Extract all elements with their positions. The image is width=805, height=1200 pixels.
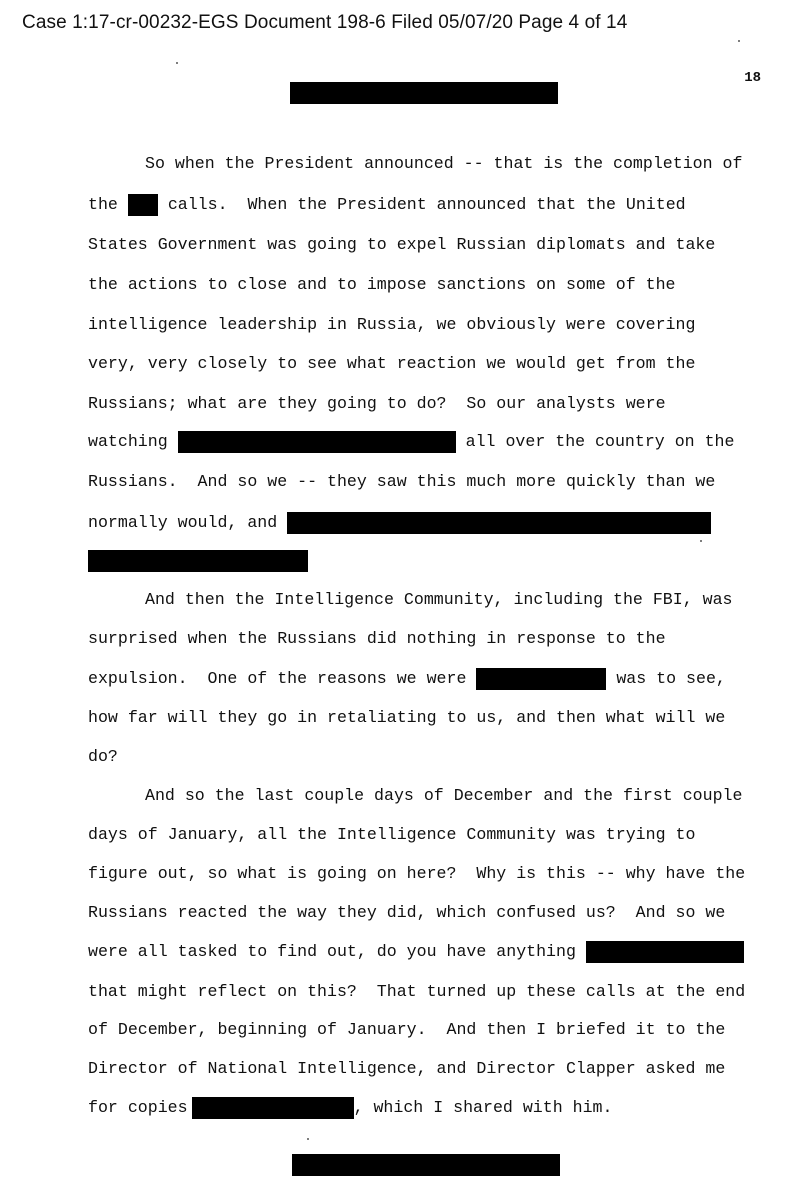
text-line: normally would, and bbox=[88, 511, 711, 535]
text-line: were all tasked to find out, do you have anything bbox=[88, 940, 744, 964]
text-line: So when the President announced -- that is the completion of bbox=[145, 154, 743, 173]
redaction-bar-top bbox=[290, 82, 558, 104]
text-line: watching all over the country on the bbox=[88, 432, 735, 451]
redaction-bar bbox=[128, 194, 158, 216]
redaction-bar bbox=[476, 668, 606, 690]
text-line: Russians reacted the way they did, which confused us? And so we bbox=[88, 903, 726, 922]
text-line: And then the Intelligence Community, including the FBI, was bbox=[145, 590, 733, 609]
text-line: the actions to close and to impose sanctions on some of the bbox=[88, 275, 676, 294]
text-line: for copies , which I shared with him. bbox=[88, 1098, 613, 1117]
text-line: figure out, so what is going on here? Why is this -- why have the bbox=[88, 864, 746, 883]
redaction-bar bbox=[287, 512, 711, 534]
redaction-bar bbox=[586, 941, 744, 963]
scan-speck bbox=[738, 40, 740, 42]
text-line: States Government was going to expel Russian diplomats and take bbox=[88, 235, 716, 254]
text-line: And so the last couple days of December and the first couple bbox=[145, 786, 743, 805]
redaction-bar bbox=[178, 431, 456, 453]
text-line: that might reflect on this? That turned up these calls at the end bbox=[88, 982, 746, 1001]
redaction-bar-bottom bbox=[292, 1154, 560, 1176]
page-number: 18 bbox=[744, 70, 761, 86]
scan-speck bbox=[700, 540, 702, 542]
text-line: days of January, all the Intelligence Community was trying to bbox=[88, 825, 696, 844]
case-header: Case 1:17-cr-00232-EGS Document 198-6 Filed 05/07/20 Page 4 of 14 bbox=[22, 12, 628, 33]
text-line: how far will they go in retaliating to us, and then what will we bbox=[88, 708, 726, 727]
text-line: surprised when the Russians did nothing in response to the bbox=[88, 629, 666, 648]
text-line: Russians. And so we -- they saw this much more quickly than we bbox=[88, 472, 716, 491]
scan-speck bbox=[176, 62, 178, 64]
text-line: very, very closely to see what reaction we would get from the bbox=[88, 354, 696, 373]
text-line: intelligence leadership in Russia, we obviously were covering bbox=[88, 315, 696, 334]
text-line: expulsion. One of the reasons we were was to see, bbox=[88, 669, 726, 688]
text-line: of December, beginning of January. And then I briefed it to the bbox=[88, 1020, 726, 1039]
text-line: Director of National Intelligence, and Director Clapper asked me bbox=[88, 1059, 726, 1078]
redaction-bar bbox=[88, 550, 308, 572]
redaction-bar bbox=[192, 1097, 354, 1119]
scan-speck bbox=[307, 1138, 309, 1140]
text-line: the calls. When the President announced that the United bbox=[88, 195, 686, 214]
text-line: do? bbox=[88, 747, 118, 766]
text-line: Russians; what are they going to do? So our analysts were bbox=[88, 394, 666, 413]
